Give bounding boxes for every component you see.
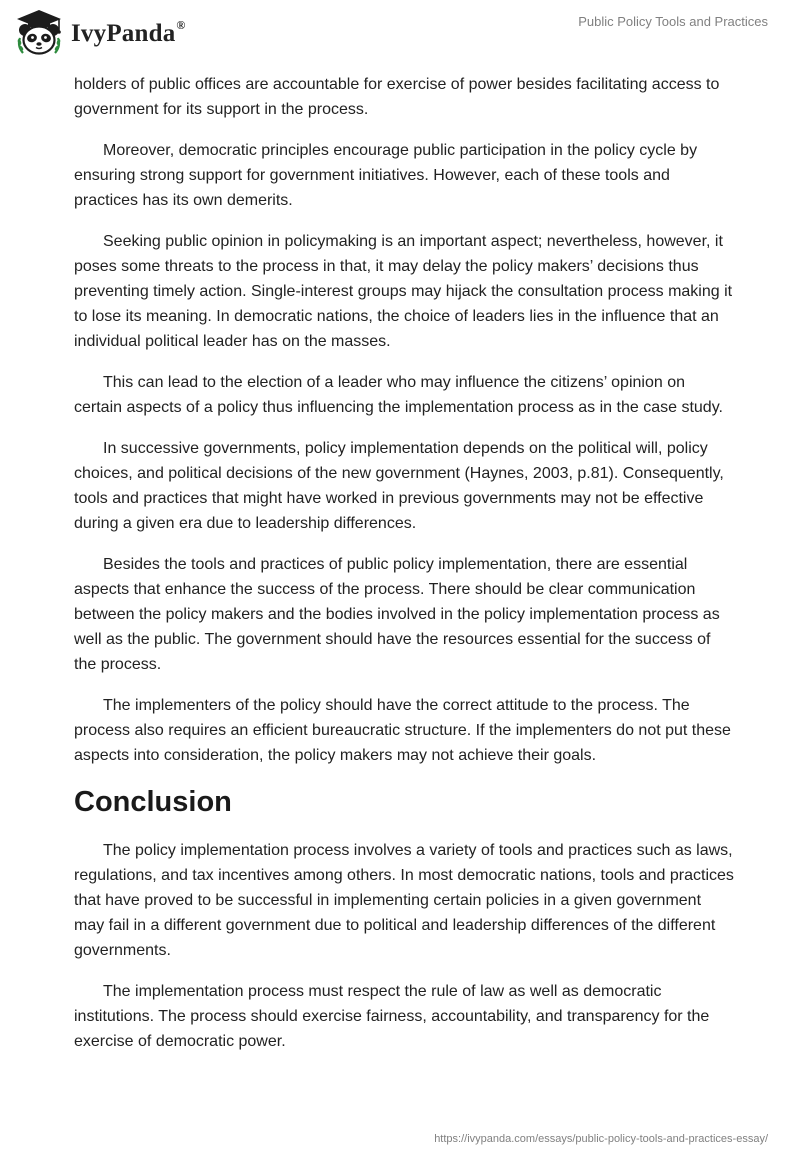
essay-body	[74, 72, 734, 1070]
conclusion-heading: Conclusion	[74, 786, 232, 818]
paragraph-9: The implementation process must respect the rule of law as well as democratic institutions. The process should exercise fairness, accountability, and transparency for the exercise of democratic power.	[74, 983, 710, 1050]
brand-name	[71, 20, 186, 48]
paragraph-6: Besides the tools and practices of public policy implementation, there are essential aspects that enhance the success of the process. There should be clear communication between the policy makers and the bodies involved in the policy implementation process as well as the public. The government should have the resources essential for the success of the process.	[74, 556, 720, 673]
brand-name-text: IvyPanda	[71, 20, 176, 47]
paragraph-7: The implementers of the policy should have the correct attitude to the process. The process also requires an efficient bureaucratic structure. If the implementers do not put these aspects into consideration, the policy makers may not achieve their goals.	[74, 697, 731, 764]
paragraph-4: This can lead to the election of a leader who may influence the citizens’ opinion on certain aspects of a policy thus influencing the implementation process as in the case study.	[74, 374, 723, 416]
paragraph-3: Seeking public opinion in policymaking is an important aspect; nevertheless, however, it poses some threats to the process in that, it may delay the policy makers’ decisions thus preventing timely action. Single-interest groups may hijack the consultation process making it to lose its meaning. In democratic nations, the choice of leaders lies in the influence that an individual political leader has on the masses.	[74, 233, 733, 350]
brand-logo[interactable]	[14, 8, 186, 58]
paragraph-2: Moreover, democratic principles encourage public participation in the policy cycle by ensuring strong support for government initiatives. However, each of these tools and practices has its own demerits.	[74, 142, 698, 209]
source-url[interactable]: https://ivypanda.com/essays/public-policy-tools-and-practices-essay/	[434, 1133, 768, 1145]
paragraph-5: In successive governments, policy implementation depends on the political will, policy choices, and political decisions of the new government (Haynes, 2003, p.81). Consequently, tools and practices that might have worked in previous governments may not be effective during a given era due to leadership differences.	[74, 440, 724, 532]
registered-mark: ®	[176, 18, 186, 32]
paragraph-1: holders of public offices are accountable for exercise of power besides facilitating access to government for its support in the process.	[74, 76, 720, 118]
panda-graduate-icon	[14, 8, 64, 58]
paragraph-8: The policy implementation process involves a variety of tools and practices such as laws, regulations, and tax incentives among others. In most democratic nations, tools and practices that have proved to be successful in implementing certain policies in a given government may fail in a different government due to political and leadership differences of the different governments.	[74, 842, 734, 959]
document-title: Public Policy Tools and Practices	[578, 14, 768, 29]
page-header	[0, 0, 800, 62]
